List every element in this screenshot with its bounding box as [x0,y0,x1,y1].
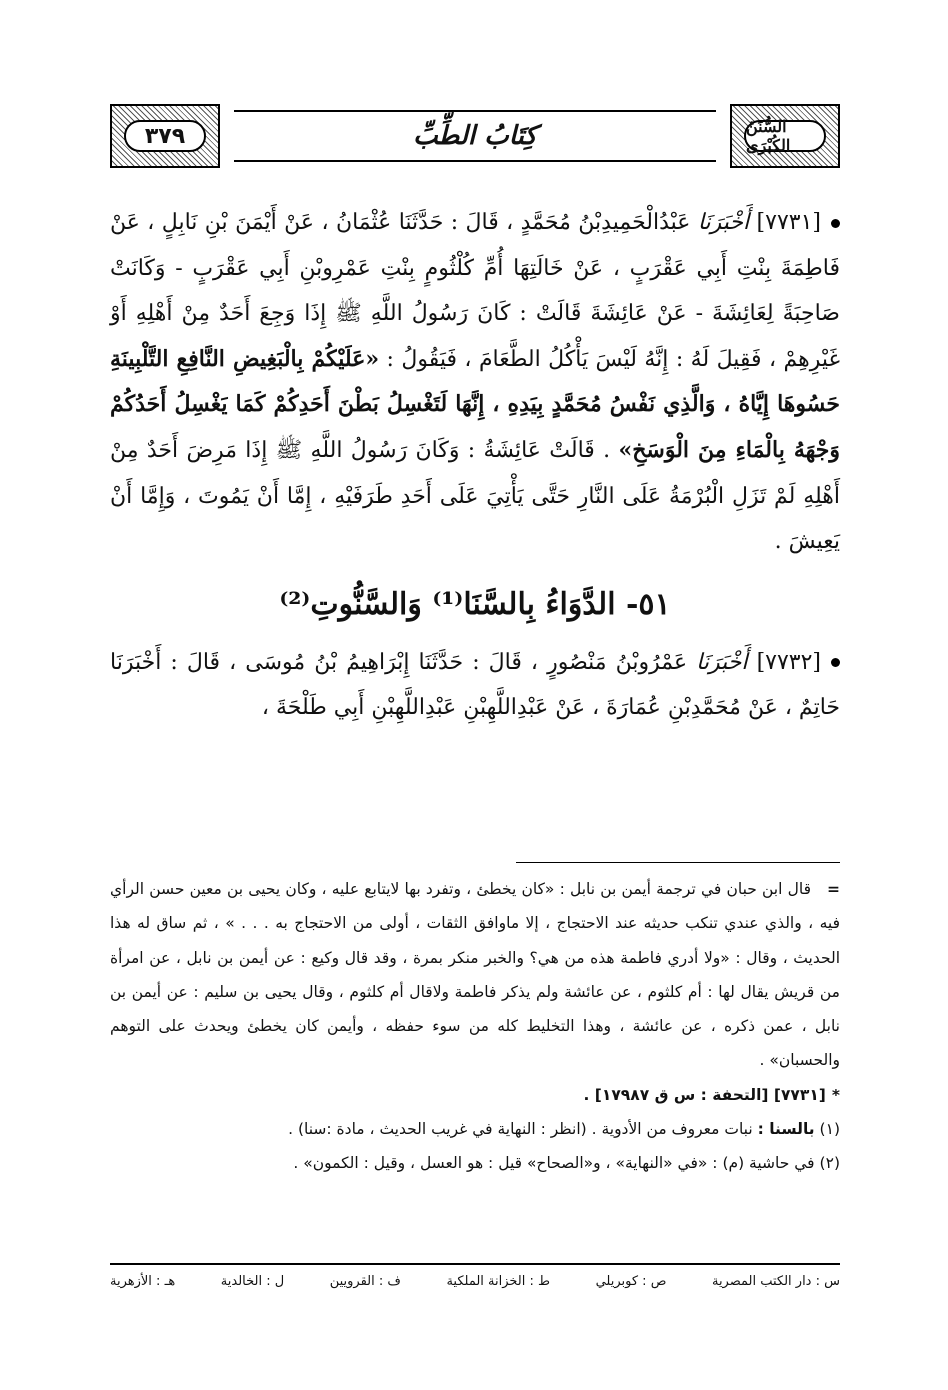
abbr-item: ف : القرويين [329,1274,401,1289]
manuscript-abbreviations [110,1274,840,1289]
main-text [110,200,840,731]
footnote-1-term: بالسنا : [757,1119,815,1138]
abbr-item: ل : الخالدية [220,1274,285,1289]
hadith-ending: . قَالَتْ عَائِشَةُ : وَكَانَ رَسُولُ اللَّهِ ﷺ إِذَا مَرِضَ أَحَدٌ مِنْ أَهْلِهِ لَمْ تَزَلِ الْبُرْمَةُ عَلَى النَّارِ حَتَّى يَأْتِيَ عَلَى أَحَدِ طَرَفَيْهِ ، إِمَّا أَنْ يَمُوتَ ، وَإِمَّا أَنْ يَعِيشَ . [110,437,840,555]
hadith-7732 [110,640,840,731]
page-number-ornament [110,104,220,168]
footnote-2 [110,1146,840,1180]
hadith-number: [٧٧٣١] [756,210,821,235]
footnote-continuation [110,872,840,1078]
star-icon: * [831,1085,840,1104]
page-header [110,100,840,172]
abbr-item: ص : كوبريلي [595,1274,667,1289]
tuhfa-reference [110,1078,840,1112]
chapter-heading: ٥١- الدَّوَاءُ بِالسَّنَا⁽¹⁾ وَالسَّنُّوتِ⁽²⁾ [279,586,671,622]
footnote-2-text: في حاشية (م) : «في «النهاية» ، و«الصحاح» قيل : هو العسل ، وقيل : الكمون» . [293,1153,815,1172]
prophetic-saying: «عَلَيْكُمْ بِالْبَغِيضِ النَّافِعِ التَّلْبِينَةِ حَسُوهَا إِيَّاهُ ، وَالَّذِي نَفْسُ مُحَمَّدٍ بِيَدِهِ ، إِنَّهَا لَتَغْسِلُ بَطْنَ أَحَدِكُمْ كَمَا يَغْسِلُ أَحَدُكُمْ وَجْهَهُ بِالْمَاءِ مِنَ الْوَسَخِ» [110,345,840,463]
bullet-icon [831,658,840,667]
footnotes [110,872,840,1180]
hadith-isnad: عَبْدُالْحَمِيدِبْنُ مُحَمَّدٍ ، قَالَ : حَدَّثَنَا عُثْمَانُ ، عَنْ أَيْمَنَ بْنِ نَابِلٍ ، عَنْ فَاطِمَةَ بِنْتِ أَبِي عَقْرَبٍ ، عَنْ خَالَتِهَا أُمِّ كُلْثُومٍ بِنْتِ عَمْرِوبْنِ أَبِي عَقْرَبٍ - وَكَانَتْ صَاحِبَةً لِعَائِشَةَ - عَنْ عَائِشَةَ قَالَتْ : كَانَ رَسُولُ اللَّهِ ﷺ إِذَا وَجِعَ أَحَدٌ مِنْ أَهْلِهِ أَوْ غَيْرِهِمْ ، فَقِيلَ لَهُ : إِنَّهُ لَيْسَ يَأْكُلُ الطَّعَامَ ، فَيَقُولُ : [110,210,841,372]
collection-logo: السُّنَنُ الكُبْرَى [746,117,791,155]
footnote-1 [110,1112,840,1146]
bullet-icon [831,219,840,228]
footnote-1-text: نبات معروف من الأدوية . (انظر : النهاية في غريب الحديث ، مادة :سنا) . [288,1119,753,1138]
page-number: ٣٧٩ [144,123,186,149]
hadith-7731 [110,200,840,565]
continuation-mark: = [827,880,840,898]
abbr-item: س : دار الكتب المصرية [711,1274,840,1289]
footnote-continuation-text: قال ابن حبان في ترجمة أيمن بن نابل : «كان يخطئ ، وتفرد بها لايتابع عليه ، وكان يحيى بن معين حسن الرأي فيه ، والذي عندي تنكب حديثه عند الاحتجاج ، إلا ماوافق الثقات ، أولى من الاحتجاج به . . . » ، ثم ساق له هذا الحديث ، وقال : «ولا أدري فاطمة هذه من هي؟ والخبر منكر بمرة ، وقد قال وكيع : عن أيمن بن نابل ، عن امرأة من قريش يقال لها : أم كلثوم ، عن عائشة ولم يذكر فاطمة ولاقال أم كلثوم ، وقال يحيى بن سليم : عن أيمن بن نابل ، عمن ذكره ، عن عائشة ، وهذا التخليط كله من سوء حفظه ، وأيمن كان يخطئ ويحدث على التوهم والحسبان» . [110,880,840,1070]
abbreviations-rule [110,1263,840,1265]
abbr-item: هـ : الأزهرية [110,1274,176,1289]
book-title: كِتَابُ الطِّبِّ [413,121,537,151]
hadith-opening: أَخْبَرَنَا [697,210,750,235]
footnote-2-marker: (٢) [819,1153,840,1172]
hadith-text: عَمْرُوبْنُ مَنْصُورٍ ، قَالَ : حَدَّثَنَا إِبْرَاهِيمُ بْنُ مُوسَى ، قَالَ : أَخْبَرَنَا حَاتِمٌ ، عَنْ مُحَمَّدِبْنِ عُمَارَةَ ، عَنْ عَبْدِاللَّهِبْنِ عَبْدِاللَّهِبْنِ أَبِي طَلْحَةَ ، [110,649,840,721]
logo-ornament [730,104,840,168]
hadith-number: [٧٧٣٢] [756,649,822,675]
hadith-opening: أَخْبَرَنَا [696,649,748,675]
footnote-1-marker: (١) [819,1119,840,1138]
footnote-separator [516,862,840,863]
abbr-item: ط : الخزانة الملكية [446,1274,551,1289]
title-band [234,110,716,162]
tuhfa-text: [٧٧٣١] [التحفة : س ق ١٧٩٨٧] . [583,1085,826,1104]
